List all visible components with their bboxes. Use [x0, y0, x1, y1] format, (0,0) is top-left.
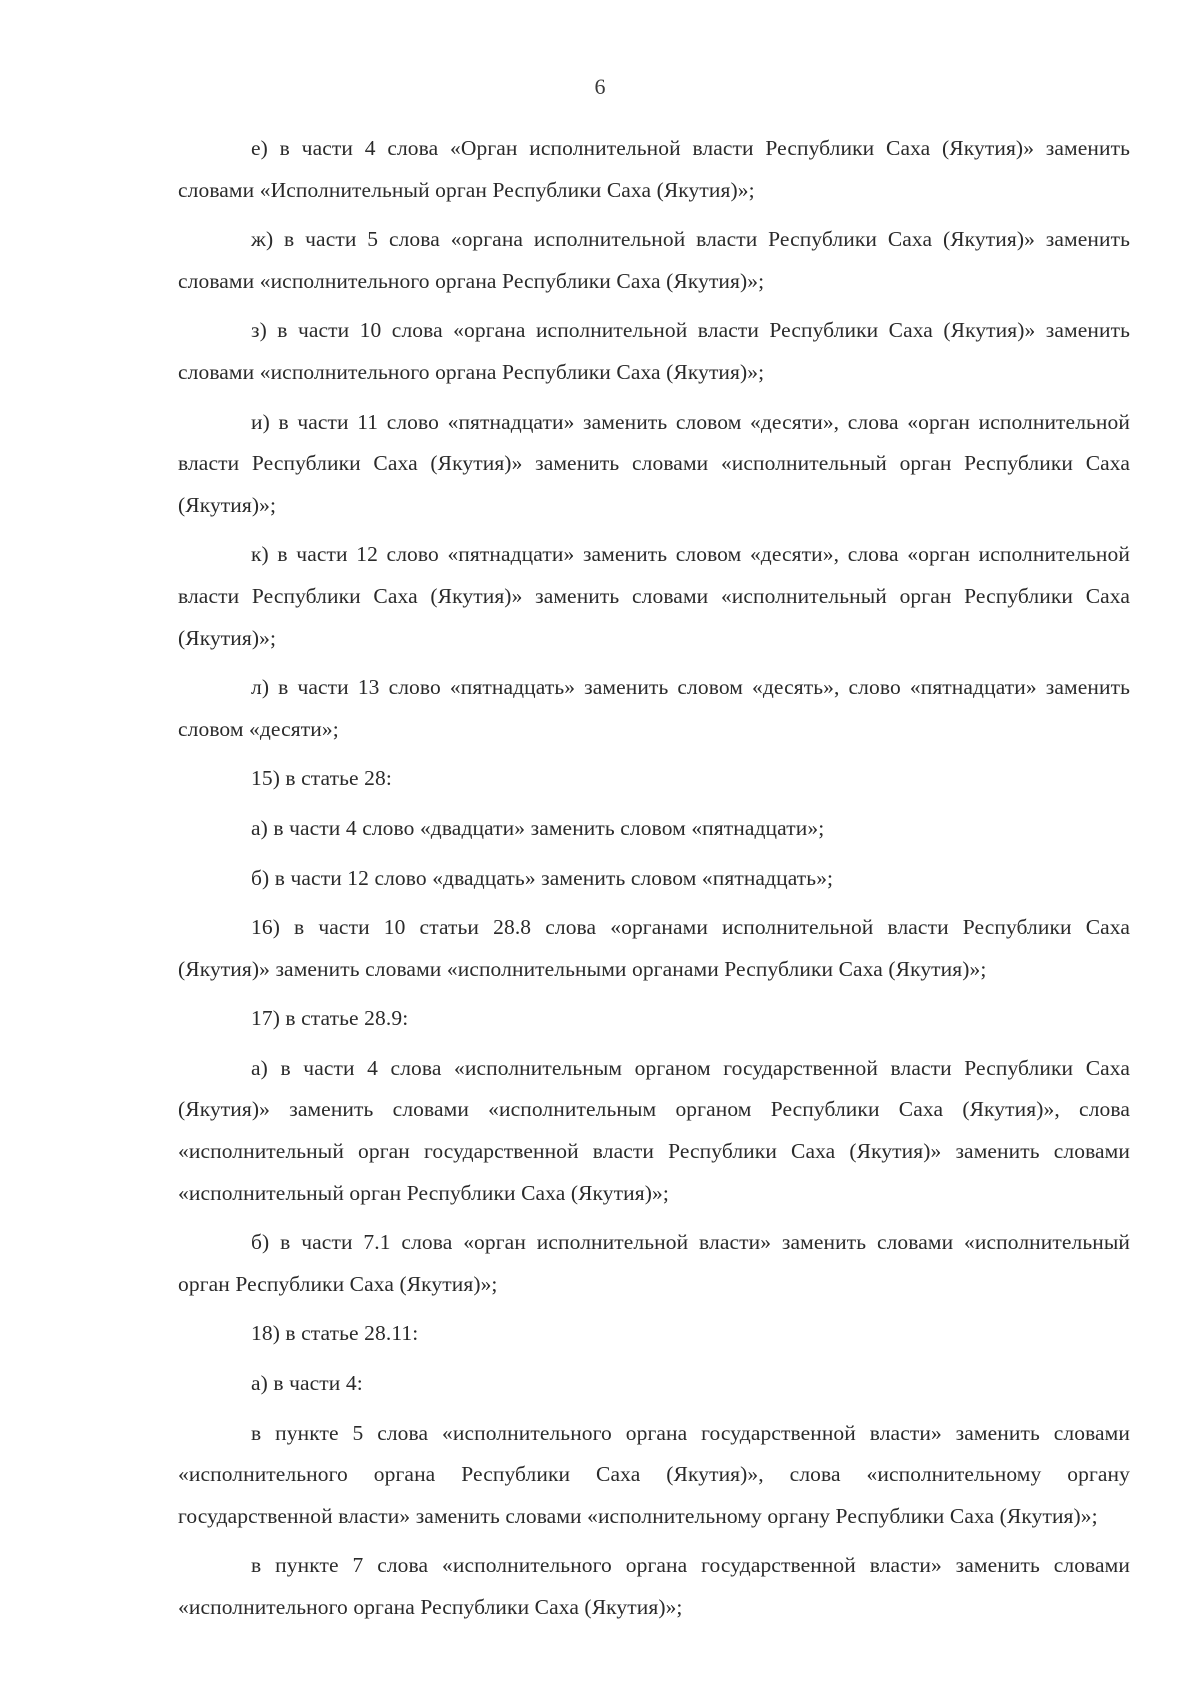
- paragraph-i: и) в части 11 слово «пятнадцати» заменить словом «десяти», слова «орган исполнительной власти Республики Саха (Якутия)» заменить словами «исполнительный орган Республики Саха (Якутия)»;: [178, 409, 1130, 517]
- paragraph-z: з) в части 10 слова «органа исполнительной власти Республики Саха (Якутия)» заменить словами «исполнительного органа Республики Саха (Якутия)»;: [178, 318, 1130, 384]
- item-18-a-point-5: в пункте 5 слова «исполнительного органа государственной власти» заменить словами «исполнительного органа Республики Саха (Якутия)», слова «исполнительному органу государственной власти» заменить словами «исполнительному органу Республики Саха (Якутия)»;: [178, 1420, 1130, 1528]
- item-17-b: б) в части 7.1 слова «орган исполнительной власти» заменить словами «исполнительный орган Республики Саха (Якутия)»;: [178, 1230, 1130, 1296]
- item-17-a: а) в части 4 слова «исполнительным органом государственной власти Республики Саха (Якутия)» заменить словами «исполнительным органом Республики Саха (Якутия)», слова «исполнительный орган государственной власти Республики Саха (Якутия)» заменить словами «исполнительный орган Республики Саха (Якутия)»;: [178, 1055, 1130, 1205]
- item-15-a: а) в части 4 слово «двадцати» заменить словом «пятнадцати»;: [251, 815, 825, 840]
- item-15-heading: 15) в статье 28:: [251, 766, 392, 791]
- item-18-heading: 18) в статье 28.11:: [251, 1321, 419, 1346]
- page-number: 6: [594, 74, 606, 99]
- item-17-heading: 17) в статье 28.9:: [251, 1006, 409, 1031]
- document-body: [178, 128, 1130, 1637]
- item-18-a: а) в части 4:: [251, 1371, 363, 1396]
- paragraph-l: л) в части 13 слово «пятнадцать» заменить словом «десять», слово «пятнадцати» заменить словом «десяти»;: [178, 675, 1130, 741]
- item-15-b: б) в части 12 слово «двадцать» заменить словом «пятнадцать»;: [251, 865, 834, 890]
- paragraph-k: к) в части 12 слово «пятнадцати» заменить словом «десяти», слова «орган исполнительной власти Республики Саха (Якутия)» заменить словами «исполнительный орган Республики Саха (Якутия)»;: [178, 542, 1130, 650]
- paragraph-zh: ж) в части 5 слова «органа исполнительной власти Республики Саха (Якутия)» заменить словами «исполнительного органа Республики Саха (Якутия)»;: [178, 227, 1130, 293]
- item-18-a-point-7: в пункте 7 слова «исполнительного органа государственной власти» заменить словами «исполнительного органа Республики Саха (Якутия)»;: [178, 1553, 1130, 1619]
- item-16: 16) в части 10 статьи 28.8 слова «органами исполнительной власти Республики Саха (Якутия)» заменить словами «исполнительными органами Республики Саха (Якутия)»;: [178, 915, 1130, 981]
- paragraph-e: е) в части 4 слова «Орган исполнительной власти Республики Саха (Якутия)» заменить словами «Исполнительный орган Республики Саха (Якутия)»;: [178, 136, 1130, 202]
